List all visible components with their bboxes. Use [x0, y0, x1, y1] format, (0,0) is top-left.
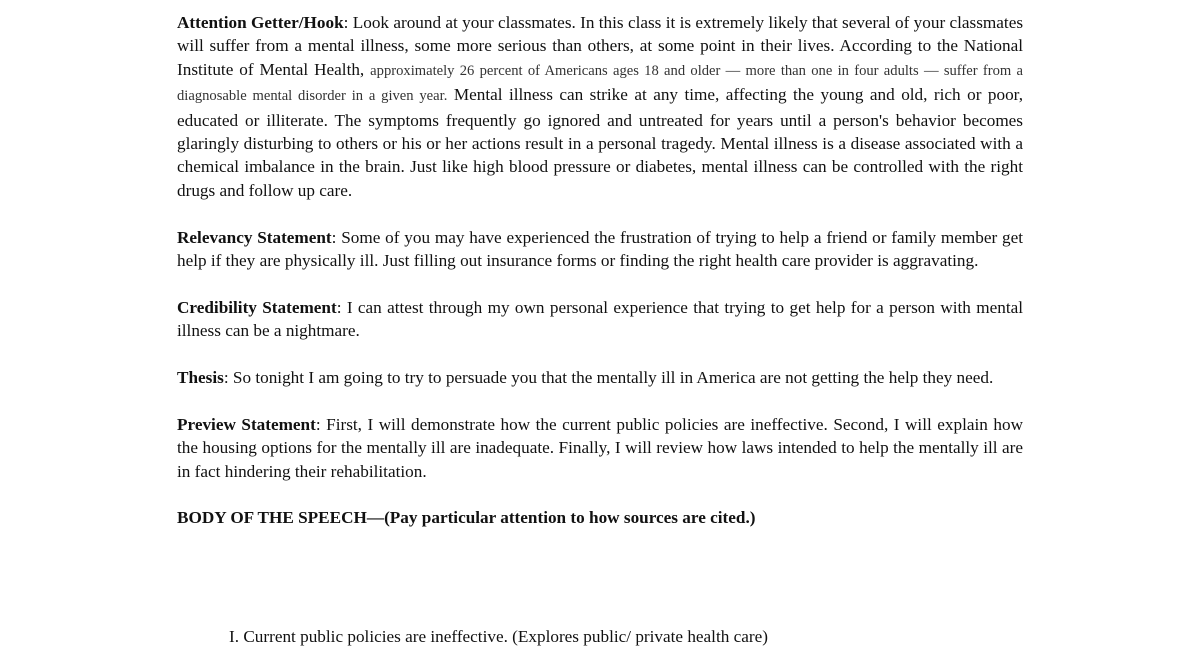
attention-getter-label: Attention Getter/Hook — [177, 13, 344, 32]
attention-getter-paragraph — [177, 11, 1023, 202]
relevancy-label: Relevancy Statement — [177, 227, 332, 247]
relevancy-paragraph — [177, 226, 1023, 273]
attention-getter-text-1: : Look around at your classmates. In this class it is extremely likely that several of your classmates will suffer from a mental illness, some more serious than others, at some point in their lives. According to the National Institute of Mental Health, — [177, 13, 1024, 79]
thesis-label: Thesis — [177, 368, 224, 388]
credibility-paragraph — [177, 296, 1023, 343]
credibility-text: : I can attest through my own personal experience that trying to get help for a person with mental illness can be a nightmare. — [177, 297, 1024, 341]
document-page — [177, 11, 1024, 646]
attention-getter-text-2: Mental illness can strike at any time, affecting the young and old, rich or poor, educated or illiterate. The symptoms frequently go ignored and untreated for years until a person's behavior becomes glaringly disturbing to others or his or her actions result in a personal tragedy. Mental illness is a disease associated with a chemical imbalance in the brain. Just like high blood pressure or diabetes, mental illness can be controlled with the right drugs and follow up care. — [177, 85, 1023, 200]
preview-paragraph — [177, 413, 1023, 483]
preview-label: Preview Statement — [177, 414, 316, 434]
thesis-paragraph — [177, 366, 1023, 389]
credibility-label: Credibility Statement — [177, 297, 337, 317]
body-point-one-line: I. Current public policies are ineffective. (Explores public/ private health care) — [229, 627, 768, 646]
preview-text: : First, I will demonstrate how the current public policies are ineffective. Second, I will explain how the housing options for the mentally ill are inadequate. Finally, I will review how laws intended to help the mentally ill are in fact hindering their rehabilitation. — [177, 414, 1023, 481]
body-of-speech-heading: BODY OF THE SPEECH—(Pay particular attention to how sources are cited.) — [177, 508, 756, 528]
attention-getter-quote: approximately 26 percent of Americans ages 18 and older — more than one in four adults — suffer from a diagnosable mental disorder in a given year. — [177, 62, 1023, 105]
thesis-text: : So tonight I am going to try to persuade you that the mentally ill in America are not getting the help they need. — [223, 368, 994, 388]
relevancy-text: : Some of you may have experienced the frustration of trying to help a friend or family member get help if they are physically ill. Just filling out insurance forms or finding the right health care provider is aggravating. — [177, 227, 1024, 271]
